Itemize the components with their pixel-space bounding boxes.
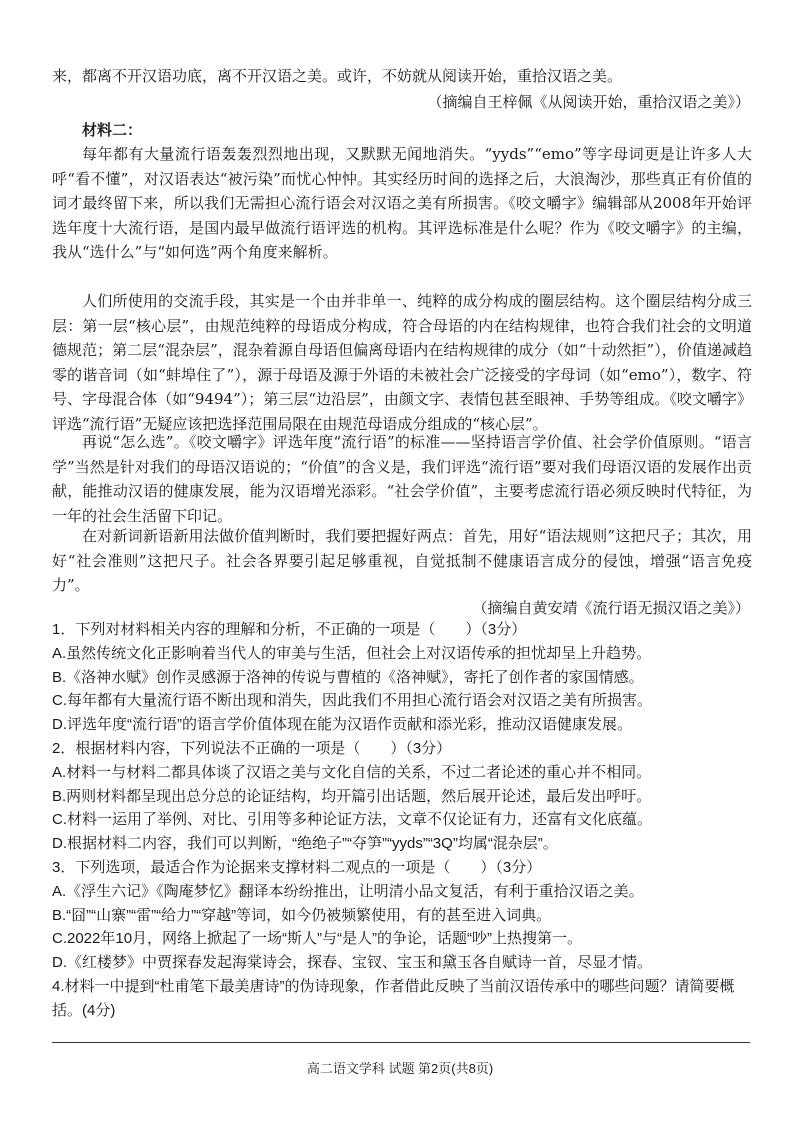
question-1-option-a: A.虽然传统文化正影响着当代人的审美与生活，但社会上对汉语传承的担忧却呈上升趋势。 [52,644,652,662]
material2-paragraph-3: 再说“怎么选”。《咬文嚼字》评选年度“流行语”的标准——坚持语言学价值、社会学价值原则。“语言学”当然是针对我们的母语汉语说的；“价值”的含义是，我们评选“流行语”要对我们母语汉语的发展作出贡献，能推动汉语的健康发展，能为汉语增光添彩。“社会学价值”，主要考虑流行语必须反映时代特征，为一年的社会生活留下印记。 [52,433,752,525]
material2-heading: 材料二： [82,121,143,139]
material1-continuation: 来，都离不开汉语功底，离不开汉语之美。或许，不妨就从阅读开始，重拾汉语之美。 [52,67,623,85]
footer-divider [52,1042,750,1043]
question-3-stem: 3．下列选项，最适合作为论据来支撑材料二观点的一项是（ ）（3分） [52,858,542,876]
question-3-option-c: C.2022年10月，网络上掀起了一场“斯人”与“是人”的争论，话题“吵”上热搜第一。 [52,930,583,948]
question-3-option-b: B.“囧”“山寨”“雷”“给力”“穿越”等词，如今仍被频繁使用，有的甚至进入词典。 [52,906,552,924]
page-footer: 高二语文学科 试题 第2页(共8页) [306,1061,494,1076]
question-1-stem: 1．下列对材料相关内容的理解和分析，不正确的一项是（ ）（3分） [52,621,527,638]
questions-block [52,618,762,1023]
question-2-stem: 2．根据材料内容，下列说法不正确的一项是（ ）（3分） [52,739,452,757]
question-2-option-d: D.根据材料二内容，我们可以判断，“绝绝子”“夺笋”“yyds”“3Q”均属“混杂层”。 [52,835,558,853]
question-4-stem: 4.材料一中提到“杜甫笔下最美唐诗”的伪诗现象，作者借此反映了当前汉语传承中的哪些问题？请简要概括。(4分) [52,977,735,1019]
question-1-option-d: D.评选年度“流行语”的语言学价值体现在能为汉语作贡献和添光彩，推动汉语健康发展。 [52,716,632,734]
question-2-option-b: B.两则材料都呈现出总分总的论证结构，均开篇引出话题，然后展开论述，最后发出呼吁。 [52,787,652,805]
material2-paragraph-4: 在对新词新语新用法做价值判断时，我们要把握好两点：首先，用好“语法规则”这把尺子；其次，用好“社会准则”这把尺子。社会各界要引起足够重视，自觉抵制不健康语言成分的侵蚀，增强“语言免疫力”。 [52,527,752,595]
question-3-option-a: A.《浮生六记》《陶庵梦忆》翻译本纷纷推出，让明清小品文复活，有利于重拾汉语之美。 [52,882,644,900]
material2-paragraph-1: 每年都有大量流行语轰轰烈烈地出现，又默默无闻地消失。“yyds”“emo”等字母词更是让许多人大呼“看不懂”，对汉语表达“被污染”而忧心忡忡。其实经历时间的选择之后，大浪淘沙，那些真正有价值的词才最终留下来，所以我们无需担心流行语会对汉语之美有所损害。《咬文嚼字》编辑部从2008年开始评选年度十大流行语，是国内最早做流行语评选的机构。其评选标准是什么呢？作为《咬文嚼字》的主编，我从“选什么”与“如何选”两个角度来解析。 [52,145,752,262]
question-1-option-b: B.《洛神水赋》创作灵感源于洛神的传说与曹植的《洛神赋》，寄托了创作者的家国情感。 [52,668,644,686]
question-3-option-d: D.《红楼梦》中贾探春发起海棠诗会，探春、宝钗、宝玉和黛玉各自赋诗一首，尽显才情。 [52,954,653,972]
question-1-option-c: C.每年都有大量流行语不断出现和消失，因此我们不用担心流行语会对汉语之美有所损害。 [52,692,653,710]
question-2-option-c: C.材料一运用了举例、对比、引用等多种论证方法，文章不仅论证有力，还富有文化底蕴。 [52,811,653,829]
question-2-option-a: A.材料一与材料二都具体谈了汉语之美与文化自信的关系，不过二者论述的重心并不相同。 [52,763,652,781]
material2-paragraph-2: 人们所使用的交流手段，其实是一个由并非单一、纯粹的成分构成的圈层结构。这个圈层结构分成三层：第一层“核心层”，由规范纯粹的母语成分构成，符合母语的内在结构规律，也符合我们社会的文明道德规范；第二层“混杂层”，混杂着源自母语但偏离母语内在结构规律的成分（如“十动然拒”），价值递减趋零的谐音词（如“蚌埠住了”），源于母语及源于外语的未被社会广泛接受的字母词（如“emo”），数字、符号、字母混合体（如“9494”）；第三层“边沿层”，由颜文字、表情包甚至眼神、手势等组成。《咬文嚼字》评选“流行语”无疑应该把选择范围局限在由规范母语成分组成的“核心层”。 [52,292,752,433]
material2-source: （摘编自黄安靖《流行语无损汉语之美》） [472,599,750,617]
material1-source: （摘编自王梓佩《从阅读开始，重拾汉语之美》） [427,93,750,111]
